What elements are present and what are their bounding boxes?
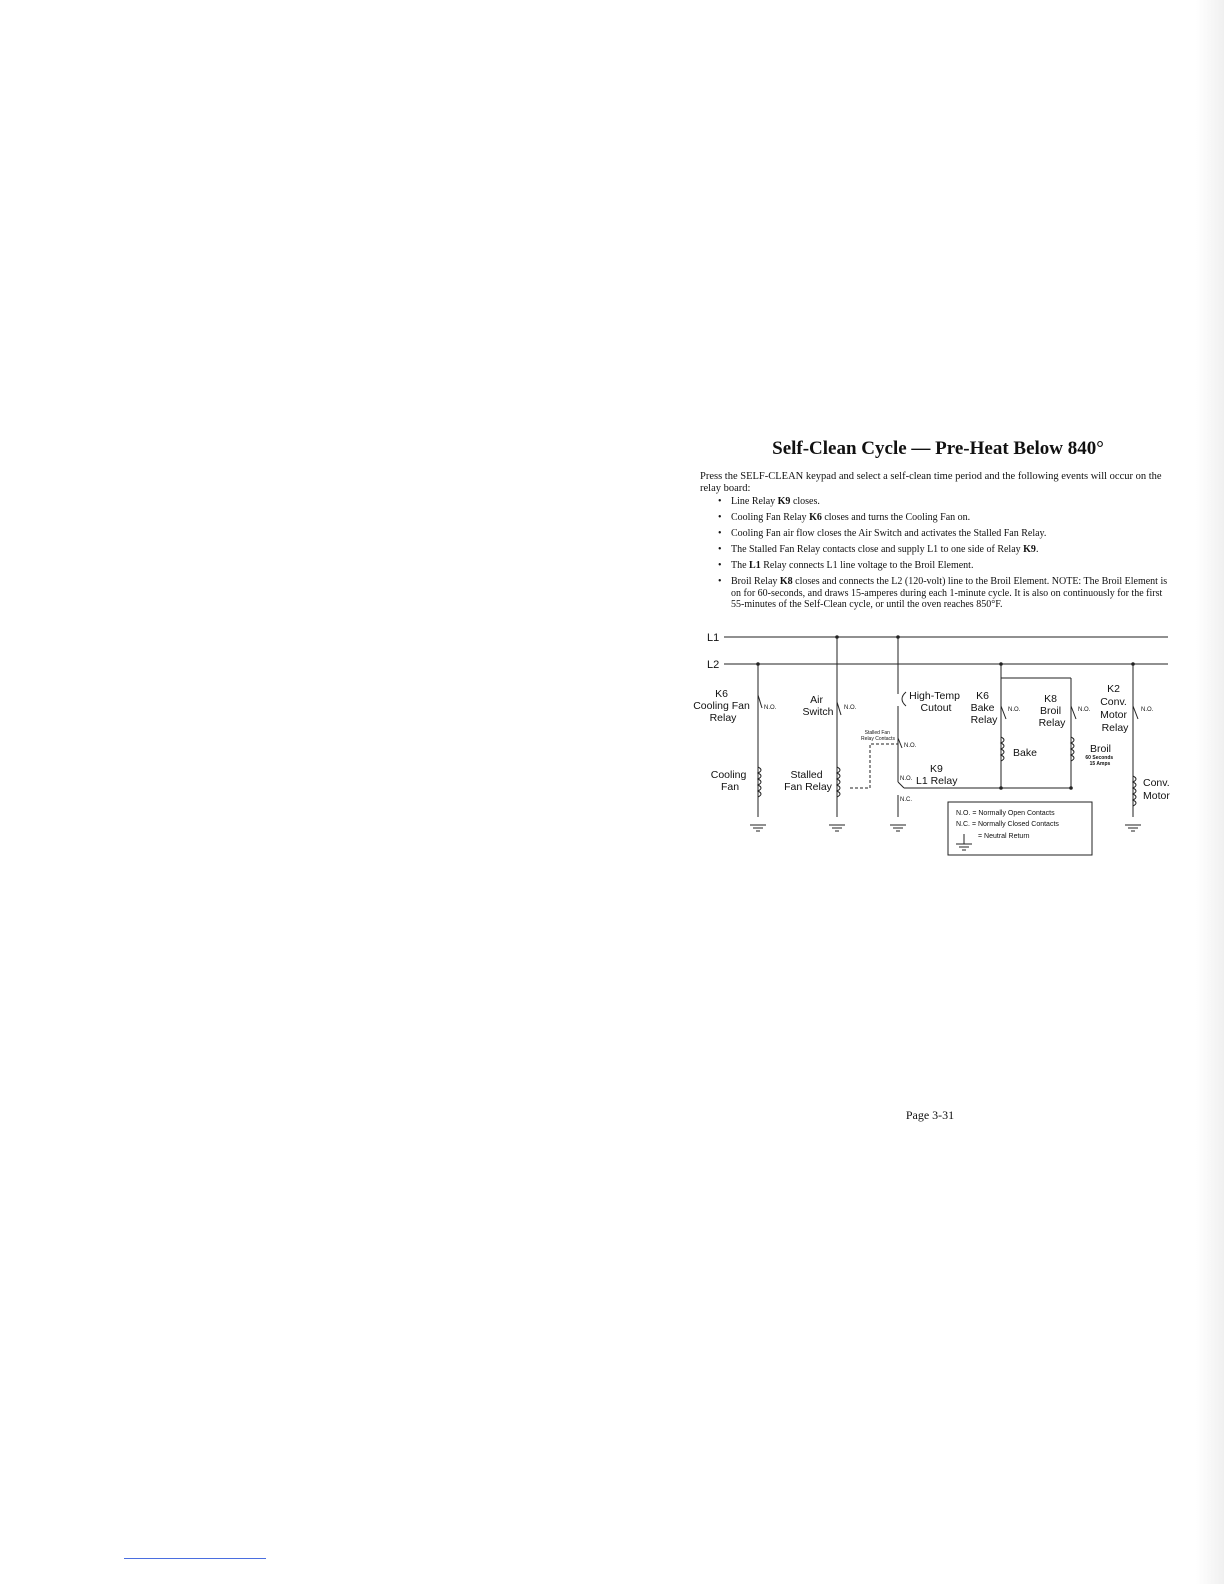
list-item: • The Stalled Fan Relay contacts close and supply L1 to one side of Relay K9. [716,544,1176,556]
legend-no-text: N.O. = Normally Open Contacts [956,810,1055,817]
list-item: • Cooling Fan Relay K6 closes and turns the Cooling Fan on. [716,512,1176,524]
nc-contact-label: N.C. [900,797,912,803]
conv-motor-label: Conv. Motor [1143,777,1170,802]
k6-cooling-relay-label: K6 Cooling Fan Relay [693,688,750,724]
k2-conv-motor-relay-label: K2 Conv. Motor Relay [1100,683,1129,734]
legend-neutral-text: = Neutral Return [978,833,1030,840]
intro-paragraph: Press the SELF-CLEAN keypad and select a self-clean time period and the following events will occur on the relay board: [700,471,1162,494]
no-contact-label: N.O. [1008,707,1021,713]
k6-bake-relay-label: K6 Bake Relay [970,690,998,726]
no-contact-label: N.O. [1141,707,1154,713]
bake-element-label: Bake [1013,747,1037,759]
stalled-fan-relay-label: Stalled Fan Relay [784,769,832,793]
broil-element-label: Broil [1090,743,1112,755]
list-item: • Line Relay K9 closes. [716,496,1176,508]
no-contact-label: N.O. [900,776,913,782]
cooling-fan-label: Cooling Fan [710,769,747,793]
page-title: Self-Clean Cycle — Pre-Heat Below 840° [772,438,1104,459]
event-list [716,496,1176,615]
l1-label: L1 [707,632,720,644]
no-contact-label: N.O. [844,705,857,711]
link-underline [124,1558,266,1559]
legend-nc-text: N.C. = Normally Closed Contacts [956,821,1059,828]
broil-detail-label: 60 Seconds 15 Amps [1085,755,1114,767]
page-edge-shadow [1196,0,1224,1584]
air-switch-label: Air Switch [802,694,834,718]
stalled-fan-contacts-label: Stalled Fan Relay Contacts [861,730,895,742]
no-contact-label: N.O. [764,705,777,711]
k9-l1-relay-label: K9 L1 Relay [916,763,958,787]
no-contact-label: N.O. [1078,707,1091,713]
high-temp-cutout-label: High-Temp Cutout [909,690,960,714]
list-item: • Cooling Fan air flow closes the Air Switch and activates the Stalled Fan Relay. [716,528,1176,540]
k8-broil-relay-label: K8 Broil Relay [1038,693,1066,729]
list-item: • Broil Relay K8 closes and connects the L2 (120-volt) line to the Broil Element. NOTE: The Broil Element is on for 60-seconds, and draws 15-amperes during each 1-minute cycle. It is also on continuously for the first 55-minutes of the Self-Clean cycle, or until the oven reaches 850°F. [716,576,1176,611]
page-number: Page 3-31 [905,1108,955,1122]
l2-label: L2 [707,659,720,671]
list-item: • The L1 Relay connects L1 line voltage to the Broil Element. [716,560,1176,572]
no-contact-label: N.O. [904,743,917,749]
relay-wiring-diagram [690,622,1180,862]
